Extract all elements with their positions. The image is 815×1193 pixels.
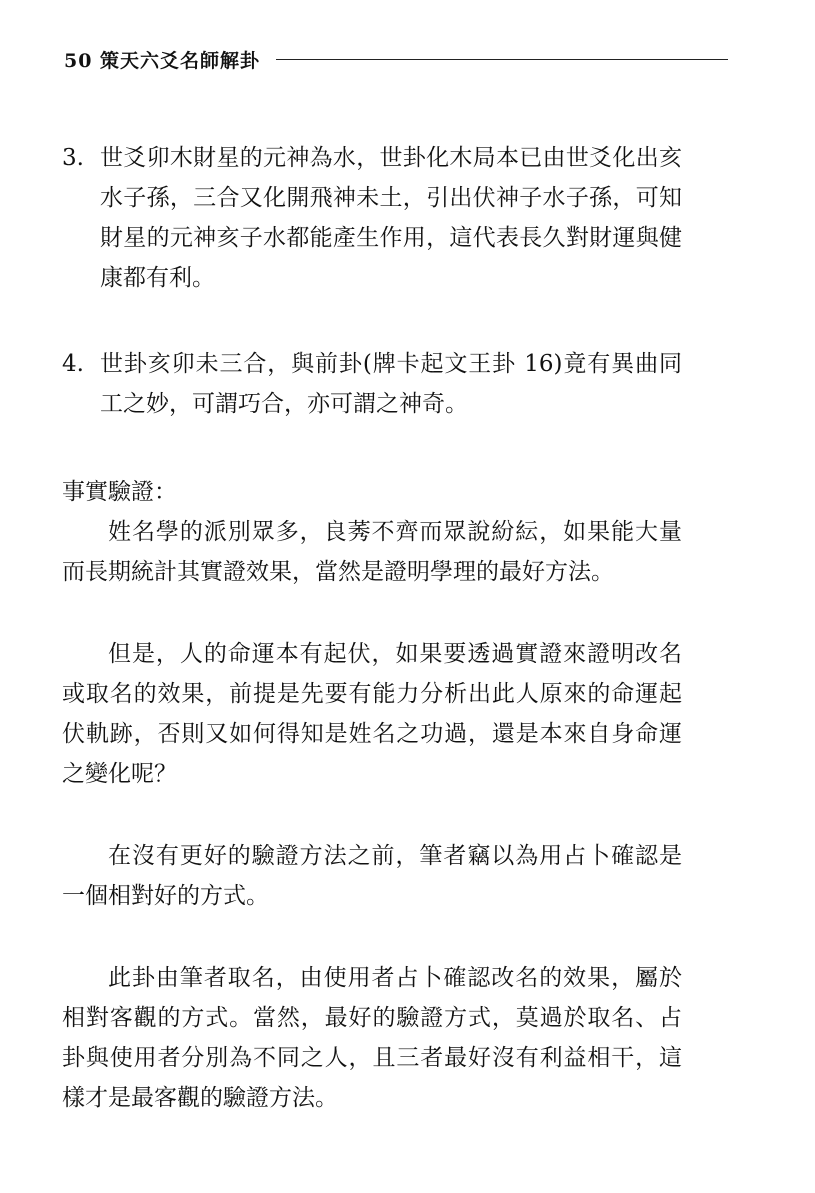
body-paragraph: 此卦由筆者取名，由使用者占卜確認改名的效果，屬於相對客觀的方式。當然，最好的驗證方式，莫過於取名、占卦與使用者分別為不同之人，且三者最好沒有利益相干，這樣才是最客觀的驗證方法。 (62, 965, 682, 1111)
numbered-item (62, 138, 682, 298)
item-text: 世爻卯木財星的元神為水，世卦化木局本已由世爻化出亥水子孫，三合又化開飛神未土，引出伏神子水子孫，可知財星的元神亥子水都能產生作用，這代表長久對財運與健康都有利。 (100, 145, 682, 291)
running-header-title: 50 策天六爻名師解卦 (64, 50, 261, 72)
page-header (64, 44, 728, 76)
page-body (62, 138, 682, 1118)
item-number: 3. (62, 145, 84, 171)
section-title: 事實驗證： (62, 479, 177, 505)
item-number: 4. (62, 351, 84, 377)
body-paragraph: 在沒有更好的驗證方法之前，筆者竊以為用占卜確認是一個相對好的方式。 (62, 843, 682, 909)
item-text: 世卦亥卯未三合，與前卦(牌卡起文王卦 16)竟有異曲同工之妙，可謂巧合，亦可謂之神奇。 (100, 351, 682, 417)
header-rule (276, 59, 728, 60)
body-paragraph: 但是，人的命運本有起伏，如果要透過實證來證明改名或取名的效果，前提是先要有能力分析出此人原來的命運起伏軌跡，否則又如何得知是姓名之功過，還是本來自身命運之變化呢？ (62, 641, 682, 787)
numbered-item (62, 344, 682, 424)
body-paragraph: 姓名學的派別眾多，良莠不齊而眾說紛紜，如果能大量而長期統計其實證效果，當然是證明學理的最好方法。 (62, 519, 682, 585)
